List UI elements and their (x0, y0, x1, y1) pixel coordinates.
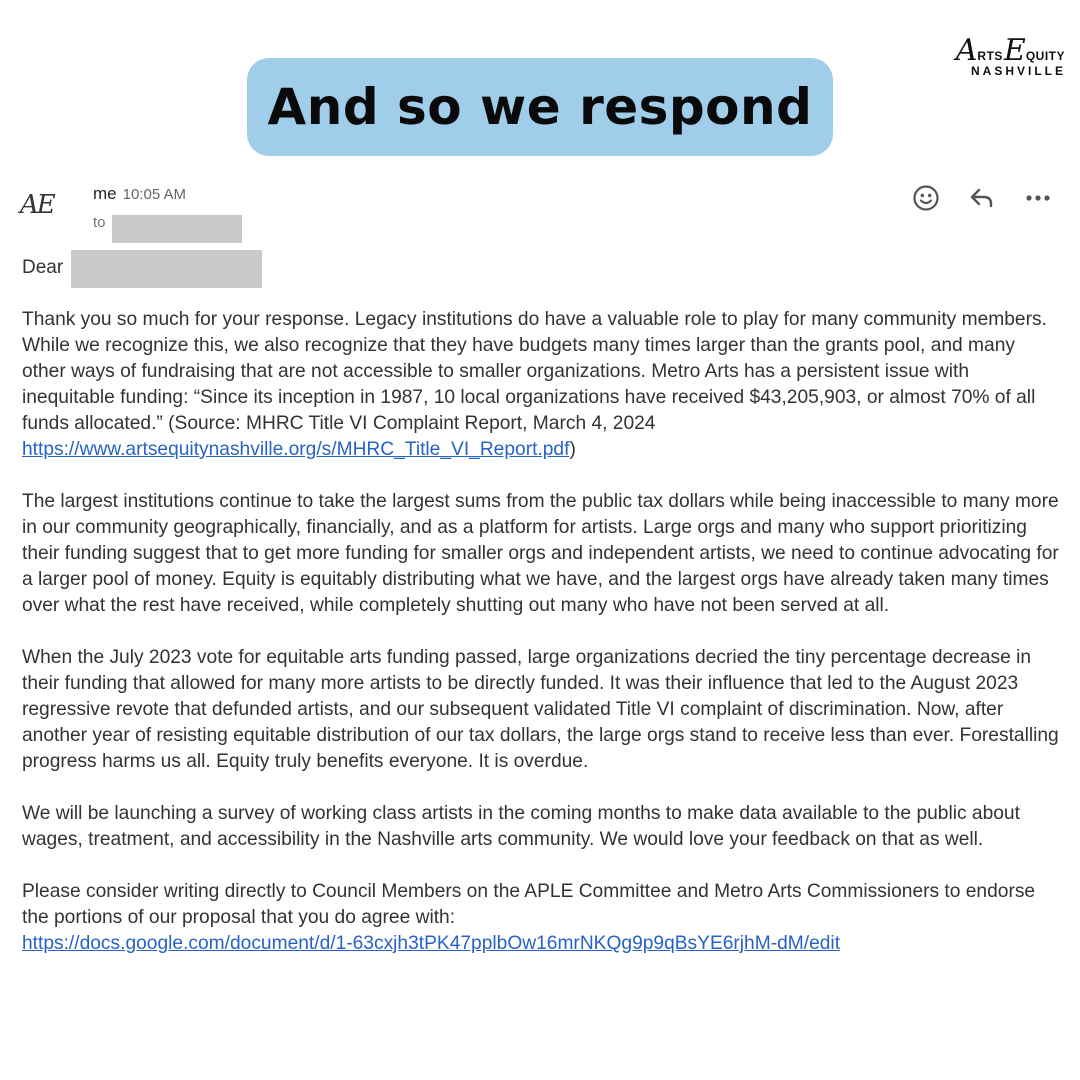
emoji-reaction-button[interactable] (906, 180, 946, 216)
sender-avatar: AE (20, 190, 54, 220)
reply-icon (968, 186, 996, 210)
emoji-icon (912, 184, 940, 212)
arts-equity-logo (934, 33, 1066, 78)
recipient-label[interactable]: to (93, 214, 106, 231)
paragraph-3: When the July 2023 vote for equitable arts funding passed, large organizations decried the tiny percentage decrease in their funding that allowed for many more artists to be directly funded. It was their influence that led to the August 2023 regressive revote that defunded artists, and our subsequent validated Title VI complaint of discrimination. Now, after another year of resisting equitable distribution of our tax dollars, the large orgs stand to receive less than ever. Forestalling progress harms us all. Equity truly benefits everyone. It is overdue. (22, 647, 1059, 772)
paragraph-4: We will be launching a survey of working class artists in the coming months to make data available to the public about wages, treatment, and accessibility in the Nashville arts community. We would love your feedback on that as well. (22, 803, 1020, 850)
logo-city: NASHVILLE (970, 64, 1066, 78)
paragraph-5-text: Please consider writing directly to Council Members on the APLE Committee and Metro Arts Commissioners to endorse the portions of our proposal that you do agree with: (22, 881, 1036, 928)
more-icon (1024, 193, 1052, 203)
more-options-button[interactable] (1018, 180, 1058, 216)
logo-wordmark: ARTSEQUITY (955, 33, 1065, 68)
redacted-recipient-name (71, 250, 262, 288)
proposal-link[interactable]: https://docs.google.com/document/d/1-63cxjh3tPK47pplbOw16mrNKQg9p9qBsYE6rjhM-dM/edit (22, 933, 841, 954)
paragraph-5 (22, 879, 1062, 957)
greeting: Dear (22, 257, 64, 278)
email-body (22, 307, 1062, 983)
sender-line (93, 184, 186, 204)
sender-name[interactable]: me (93, 184, 117, 203)
headline-text: And so we respond (267, 78, 813, 136)
paragraph-1-text: Thank you so much for your response. Legacy institutions do have a valuable role to play for many community members. While we recognize this, we also recognize that they have budgets many times larger than the grants pool, and many other ways of fundraising that are not accessible to smaller organizations. Metro Arts has a persistent issue with inequitable funding: “Since its inception in 1987, 10 local organizations have received $43,205,903, or almost 70% of all funds allocated.” (Source: MHRC Title VI Complaint Report, March 4, 2024 (22, 309, 1047, 434)
sent-time: 10:05 AM (122, 186, 187, 203)
reply-button[interactable] (962, 180, 1002, 216)
paragraph-1 (22, 307, 1062, 463)
redacted-recipient (112, 215, 242, 243)
report-link[interactable]: https://www.artsequitynashville.org/s/MHRC_Title_VI_Report.pdf (22, 439, 570, 460)
paragraph-1-suffix: ) (569, 439, 576, 460)
paragraph-2: The largest institutions continue to take the largest sums from the public tax dollars while being inaccessible to many more in our community geographically, financially, and as a platform for artists. Large orgs and many who support prioritizing their funding suggest that to get more funding for smaller orgs and independent artists, we need to continue advocating for a larger pool of money. Equity is equitably distributing what we have, and the largest orgs have already taken many times over what the rest have received, while completely shutting out many who have not been served at all. (22, 491, 1059, 616)
headline-banner (247, 58, 833, 156)
message-actions (906, 180, 1058, 216)
